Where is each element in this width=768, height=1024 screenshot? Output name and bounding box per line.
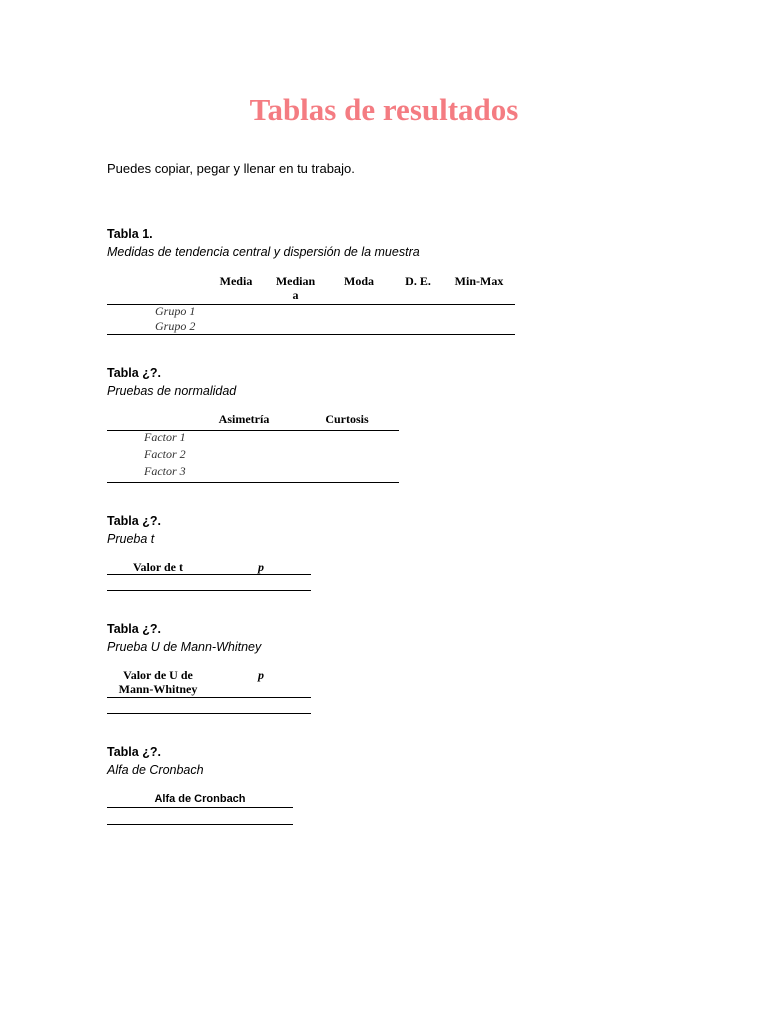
table-1-header-mediana: Median a — [275, 274, 316, 302]
table-4-header-valor-u: Valor de U de Mann-Whitney — [118, 668, 198, 696]
table-1-header-de: D. E. — [405, 274, 431, 288]
table-2-row-label: Factor 1 — [144, 430, 186, 444]
table-2-bottom-rule — [107, 482, 399, 483]
table-5-label: Tabla ¿?. — [107, 745, 161, 759]
table-2-caption: Pruebas de normalidad — [107, 384, 237, 398]
table-2-header-asimetria: Asimetría — [218, 412, 270, 426]
table-3-bottom-rule — [107, 590, 311, 591]
table-2-row-label: Factor 2 — [144, 447, 186, 461]
page-title: Tablas de resultados — [249, 92, 519, 127]
table-2-header-curtosis: Curtosis — [325, 412, 369, 426]
table-4-bottom-rule — [107, 713, 311, 714]
table-1-header-minmax: Min-Max — [454, 274, 504, 288]
table-1-row-label: Grupo 1 — [155, 304, 196, 318]
table-3-header-rule — [107, 574, 311, 575]
table-1-row-label: Grupo 2 — [155, 319, 196, 333]
table-1-label: Tabla 1. — [107, 227, 153, 241]
table-4-header-rule — [107, 697, 311, 698]
table-4-label: Tabla ¿?. — [107, 622, 161, 636]
table-4-header-p: p — [258, 668, 264, 682]
table-3-header-p: p — [258, 560, 264, 574]
intro-text: Puedes copiar, pegar y llenar en tu trabajo. — [107, 161, 355, 176]
table-1-header-moda: Moda — [344, 274, 374, 288]
table-5-bottom-rule — [107, 824, 293, 825]
table-5-caption: Alfa de Cronbach — [107, 763, 204, 777]
table-1-header-media: Media — [219, 274, 253, 288]
table-1-caption: Medidas de tendencia central y dispersión de la muestra — [107, 245, 420, 259]
table-4-caption: Prueba U de Mann-Whitney — [107, 640, 262, 654]
table-3-caption: Prueba t — [107, 532, 155, 546]
table-1-bottom-rule — [107, 334, 515, 335]
table-5-header-rule — [107, 807, 293, 808]
table-2-label: Tabla ¿?. — [107, 366, 161, 380]
table-2-row-label: Factor 3 — [144, 464, 186, 478]
table-3-label: Tabla ¿?. — [107, 514, 161, 528]
table-3-header-valor-t: Valor de t — [132, 560, 183, 574]
table-5-header-alfa: Alfa de Cronbach — [154, 793, 246, 805]
